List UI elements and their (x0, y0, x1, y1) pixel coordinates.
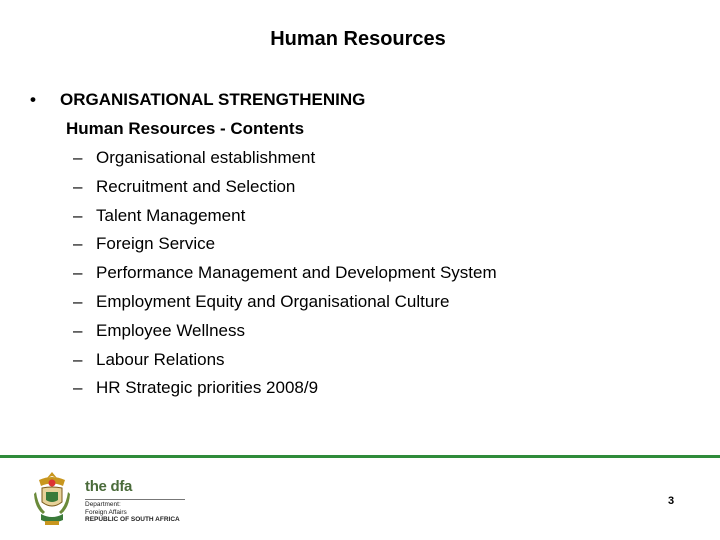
dash-glyph: – (73, 349, 83, 369)
list-item (73, 177, 497, 206)
list-item-text: Performance Management and Development System (96, 263, 497, 283)
list-item (73, 206, 497, 235)
dash-glyph: – (73, 176, 83, 196)
dfa-logo (33, 470, 193, 528)
contents-list (73, 148, 497, 407)
main-bullet (30, 90, 365, 110)
dash-glyph: – (73, 205, 83, 225)
list-item-text: Employment Equity and Organisational Culture (96, 291, 450, 311)
list-item (73, 292, 497, 321)
list-item (73, 350, 497, 379)
bullet-glyph: • (30, 90, 36, 109)
dash-glyph: – (73, 378, 83, 398)
list-item (73, 148, 497, 177)
list-item-text: Foreign Service (96, 234, 216, 254)
coat-of-arms-icon (33, 470, 71, 528)
list-item-text: Labour Relations (96, 349, 225, 369)
footer-divider (0, 455, 720, 458)
bullet-heading: ORGANISATIONAL STRENGTHENING (60, 90, 366, 109)
dept-line: REPUBLIC OF SOUTH AFRICA (85, 516, 180, 523)
list-item (73, 263, 497, 292)
dash-glyph: – (73, 234, 83, 254)
list-item-text: Talent Management (96, 205, 246, 225)
dash-glyph: – (73, 320, 83, 340)
slide-title: Human Resources (270, 28, 446, 50)
contents-subheading: Human Resources - Contents (66, 119, 305, 138)
list-item (73, 234, 497, 263)
dept-line: Foreign Affairs (85, 508, 127, 516)
list-item (73, 378, 497, 407)
list-item (73, 321, 497, 350)
list-item-text: Organisational establishment (96, 148, 316, 167)
list-item-text: Employee Wellness (96, 320, 245, 340)
department-text (85, 501, 180, 524)
dash-glyph: – (73, 263, 83, 283)
dash-glyph: – (73, 291, 83, 311)
dash-glyph: – (73, 148, 83, 167)
dept-line: Department: (85, 501, 121, 508)
list-item-text: HR Strategic priorities 2008/9 (96, 378, 319, 398)
page-number: 3 (668, 495, 675, 507)
brand-name: the dfa (85, 478, 133, 495)
brand-divider (85, 499, 185, 500)
list-item-text: Recruitment and Selection (96, 176, 296, 196)
